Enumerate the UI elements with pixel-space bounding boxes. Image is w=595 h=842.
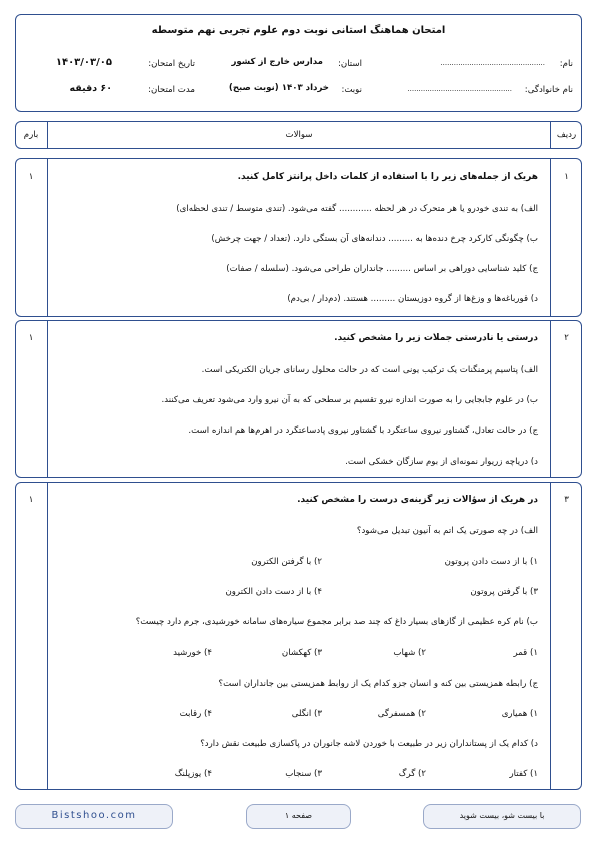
name-label: نام: — [559, 59, 573, 69]
question-score: ۱ — [28, 333, 34, 343]
q1-divider-right — [550, 159, 551, 316]
question-number: ۲ — [564, 333, 569, 343]
option: ۲) همسفرگی — [377, 709, 426, 719]
question-item: د) قورباغه‌ها و وزغ‌ها از گروه دوزیستان ......... هستند. (دم‌دار / بی‌دم) — [287, 294, 538, 304]
date-value: ۱۴۰۳/۰۳/۰۵ — [55, 57, 112, 68]
option: ۳) کهکشان — [281, 648, 322, 658]
sub-question: د) کدام یک از پستانداران زیر در طبیعت با خوردن لاشه جانوران در پاکسازی طبیعت نقش دارد؟ — [200, 739, 538, 749]
col-questions-label: سوالات — [285, 130, 313, 140]
date-label: تاریخ امتحان: — [148, 59, 195, 69]
footer-slogan: با بیست شو، بیست شوید — [459, 811, 545, 820]
q2-divider-left — [47, 321, 48, 477]
q1-divider-left — [47, 159, 48, 316]
option: ۴) یوزپلنگ — [174, 769, 212, 779]
option: ۴) با از دست دادن الکترون — [225, 587, 322, 597]
option: ۳) سنجاب — [285, 769, 322, 779]
question-score: ۱ — [28, 172, 34, 182]
question-item: ج) کلید شناسایی دوراهی بر اساس ......... جانداران طراحی می‌شود. (سلسله / صفات) — [226, 264, 538, 274]
question-item: د) دریاچه زریوار نمونه‌ای از بوم سازگان خشکی است. — [345, 457, 538, 467]
exam-title: امتحان هماهنگ استانی نوبت دوم علوم تجربی نهم متوسطه — [151, 25, 446, 36]
option: ۱) با از دست دادن پروتون — [444, 557, 538, 567]
sub-question: ج) رابطه همزیستی بین کنه و انسان جزو کدام یک از روابط همزیستی بین جانداران است؟ — [218, 679, 538, 689]
session-value: خرداد ۱۴۰۳ (نوبت صبح) — [228, 83, 329, 93]
question-number: ۱ — [564, 172, 569, 182]
sub-question: الف) در چه صورتی یک اتم به آنیون تبدیل می‌شود؟ — [356, 526, 538, 536]
question-item: ب) در علوم جابجایی را به صورت اندازه نیرو تقسیم بر سطحی که به آن نیرو وارد می‌شود تعریف می‌کنند. — [161, 395, 538, 405]
site-link[interactable]: Bistshoo.com — [51, 810, 137, 821]
option: ۳) با گرفتن پروتون — [470, 587, 538, 597]
question-number: ۳ — [564, 495, 569, 505]
option: ۱) همیاری — [501, 709, 538, 719]
name-dots: ............................................... — [440, 59, 545, 67]
question-prompt: درستی یا نادرستی جملات زیر را مشخص کنید. — [334, 333, 538, 343]
option: ۳) انگلی — [291, 709, 322, 719]
option: ۱) کفتار — [509, 769, 538, 779]
question-prompt: هریک از جمله‌های زیر را با استفاده از کلمات داخل پرانتز کامل کنید. — [237, 172, 538, 182]
q3-divider-right — [550, 483, 551, 789]
duration-label: مدت امتحان: — [148, 85, 195, 95]
question-item: ب) چگونگی کارکرد چرخ دنده‌ها به ......... دندانه‌های آن بستگی دارد. (تعداد / جهت چرخش) — [211, 234, 538, 244]
option: ۴) رقابت — [179, 709, 212, 719]
question-item: الف) پتاسیم پرمنگنات یک ترکیب یونی است که در حالت محلول رسانای جریان الکتریکی است. — [201, 365, 538, 375]
page-number: صفحه ۱ — [284, 811, 313, 820]
family-dots: ............................................... — [407, 85, 512, 93]
q3-divider-left — [47, 483, 48, 789]
option: ۲) با گرفتن الکترون — [251, 557, 322, 567]
col-score-label: بارم — [23, 130, 39, 140]
option: ۱) قمر — [513, 648, 538, 658]
duration-value: ۶۰ دقیقه — [69, 83, 112, 94]
question-item: الف) به تندی خودرو یا هر متحرک در هر لحظه ............ گفته می‌شود. (تندی متوسط / تندی لحظه‌ای) — [176, 204, 538, 214]
option: ۲) شهاب — [393, 648, 426, 658]
province-value: مدارس خارج از کشور — [231, 57, 323, 67]
province-label: استان: — [337, 59, 362, 69]
q2-divider-right — [550, 321, 551, 477]
session-label: نوبت: — [341, 85, 362, 95]
option: ۲) گرگ — [398, 769, 426, 779]
family-label: نام خانوادگی: — [524, 85, 573, 95]
col-row-label: ردیف — [556, 130, 577, 140]
question-score: ۱ — [28, 495, 34, 505]
question-prompt: در هریک از سؤالات زیر گزینه‌ی درست را مشخص کنید. — [297, 495, 538, 505]
sub-question: ب) نام کره عظیمی از گازهای بسیار داغ که چند صد برابر مجموع سیاره‌های سامانه خورشیدی، جرم دارد چیست؟ — [135, 617, 538, 627]
question-item: ج) در حالت تعادل، گشتاور نیروی ساعتگرد با گشتاور نیروی پادساعتگرد در اهرم‌ها هم اندازه است. — [188, 426, 538, 436]
option: ۴) خورشید — [173, 648, 212, 658]
